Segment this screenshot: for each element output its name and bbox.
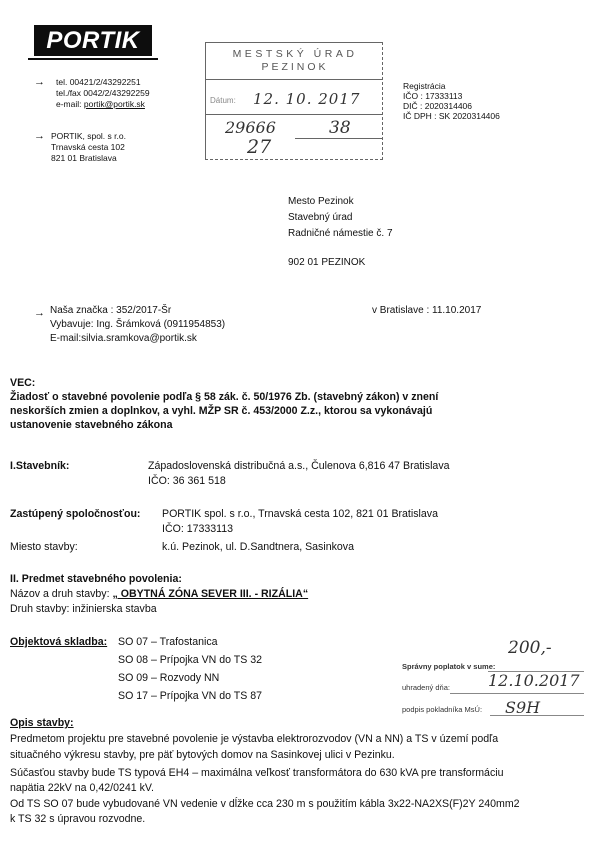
subject-line-2: neskorších zmien a doplnkov, a vyhl. MŽP SR č. 453/2000 Z.z., ktorou sa vykonávajú — [10, 405, 433, 417]
arrow-right-icon: → — [34, 76, 45, 88]
zastupeny-ico: IČO: 17333113 — [162, 523, 234, 535]
recipient-line-4: 902 01 PEZINOK — [288, 257, 366, 268]
miesto-value: k.ú. Pezinok, ul. D.Sandtnera, Sasinkova — [162, 541, 354, 553]
fee-rule — [450, 693, 584, 694]
fee-paid-date: 12.10.2017 — [488, 671, 580, 690]
fee-label-signature: podpis pokladníka MsÚ: — [402, 705, 483, 714]
ref-email: E-mail:silvia.sramkova@portik.sk — [50, 333, 197, 344]
opis-line: Predmetom projektu pre stavebné povolenie je výstavba elektrorozvodov (VN a NN) a TS v území podľa — [10, 733, 499, 745]
registration-icdph: IČ DPH : SK 2020314406 — [403, 111, 500, 121]
stamp-title: MESTSKÝ ÚRAD — [232, 48, 358, 60]
zastupeny-value: PORTIK spol. s r.o., Trnavská cesta 102, 821 01 Bratislava — [162, 508, 438, 520]
fee-label-amount: Správny poplatok v sume: — [402, 662, 496, 671]
opis-line: situačného výkresu stavby, pre päť bytových domov na Sasinkovej ulici v Pezinku. — [10, 749, 395, 761]
stamp-number-2: 38 — [329, 118, 351, 138]
nazov-value: „ OBYTNÁ ZÓNA SEVER III. - RIZÁLIA“ — [112, 588, 309, 600]
opis-line: Od TS SO 07 bude vybudované VN vedenie v dĺžke cca 230 m s použitím kábla 3x22-NA2XS(F)2Y 240mm2 — [10, 798, 520, 810]
registration-title: Registrácia — [403, 81, 446, 91]
fee-label-paid: uhradený dňa: — [402, 683, 450, 692]
portik-logo: PORTIK — [34, 25, 152, 56]
opis-label: Opis stavby: — [10, 717, 74, 729]
ref-nasa-znacka: Naša značka : 352/2017-Šr — [50, 305, 172, 316]
recipient-line-1: Mesto Pezinok — [288, 196, 354, 207]
ref-place-date: v Bratislave : 11.10.2017 — [372, 305, 482, 316]
opis-line: k TS 32 s úpravou rozvodne. — [10, 813, 146, 825]
predmet-title: II. Predmet stavebného povolenia: — [10, 573, 182, 585]
subject-line-1: Žiadosť o stavebné povolenie podľa § 58 zák. č. 50/1976 Zb. (stavebný zákon) v znení — [10, 391, 439, 403]
stamp-divider — [205, 114, 383, 115]
stamp-number: 29666 — [225, 118, 276, 137]
stamp-subtitle: PEZINOK — [261, 61, 329, 73]
nazov-prefix: Názov a druh stavby: — [10, 588, 110, 600]
contact-tel: tel. 00421/2/43292251 — [56, 77, 141, 87]
object-item: SO 08 – Prípojka VN do TS 32 — [118, 654, 263, 666]
objektova-label: Objektová skladba: — [10, 636, 108, 648]
company-name: PORTIK, spol. s r.o. — [51, 131, 126, 141]
zastupeny-label: Zastúpený spoločnosťou: — [10, 508, 141, 520]
stavebnik-value: Západoslovenská distribučná a.s., Čulenova 6,816 47 Bratislava — [148, 460, 450, 472]
subject-vec: VEC: — [10, 377, 36, 389]
stavebnik-label: I.Stavebník: — [10, 460, 70, 472]
stamp-date: 12. 10. 2017 — [253, 90, 361, 108]
arrow-right-icon: → — [34, 307, 45, 319]
contact-email-line — [56, 99, 145, 109]
object-item: SO 09 – Rozvody NN — [118, 672, 220, 684]
company-street: Trnavská cesta 102 — [51, 142, 125, 152]
recipient-line-3: Radničné námestie č. 7 — [288, 228, 393, 239]
registration-ico: IČO : 17333113 — [403, 91, 463, 101]
stavebnik-ico: IČO: 36 361 518 — [148, 475, 226, 487]
recipient-line-2: Stavebný úrad — [288, 212, 353, 223]
arrow-right-icon: → — [34, 130, 45, 142]
registry-stamp — [205, 42, 385, 162]
fee-amount: 200,- — [508, 638, 552, 658]
opis-line: Súčasťou stavby bude TS typová EH4 – maximálna veľkosť transformátora do 630 kVA pre transformáciu — [10, 767, 504, 779]
miesto-label: Miesto stavby: — [10, 541, 78, 553]
nazov-line — [10, 587, 308, 601]
contact-fax: tel./fax 0042/2/43292259 — [56, 88, 150, 98]
druh-stavby: Druh stavby: inžinierska stavba — [10, 603, 157, 615]
stamp-sub-number: 27 — [247, 136, 272, 158]
opis-line: napätia 22kV na 0,42/0241 kV. — [10, 782, 154, 794]
stamp-divider — [205, 79, 383, 80]
contact-email-prefix: e-mail: — [56, 99, 84, 109]
stamp-date-label: Dátum: — [210, 96, 236, 105]
subject-line-3: ustanovenie stavebného zákona — [10, 419, 173, 431]
contact-email-link[interactable]: portik@portik.sk — [83, 99, 145, 109]
company-city: 821 01 Bratislava — [51, 153, 117, 163]
object-item: SO 17 – Prípojka VN do TS 87 — [118, 690, 263, 702]
object-item: SO 07 – Trafostanica — [118, 636, 218, 648]
stamp-divider — [295, 138, 383, 139]
registration-dic: DIČ : 2020314406 — [403, 101, 472, 111]
ref-vybavuje: Vybavuje: Ing. Šrámková (0911954853) — [50, 319, 226, 330]
fee-signature: S9H — [505, 698, 541, 717]
